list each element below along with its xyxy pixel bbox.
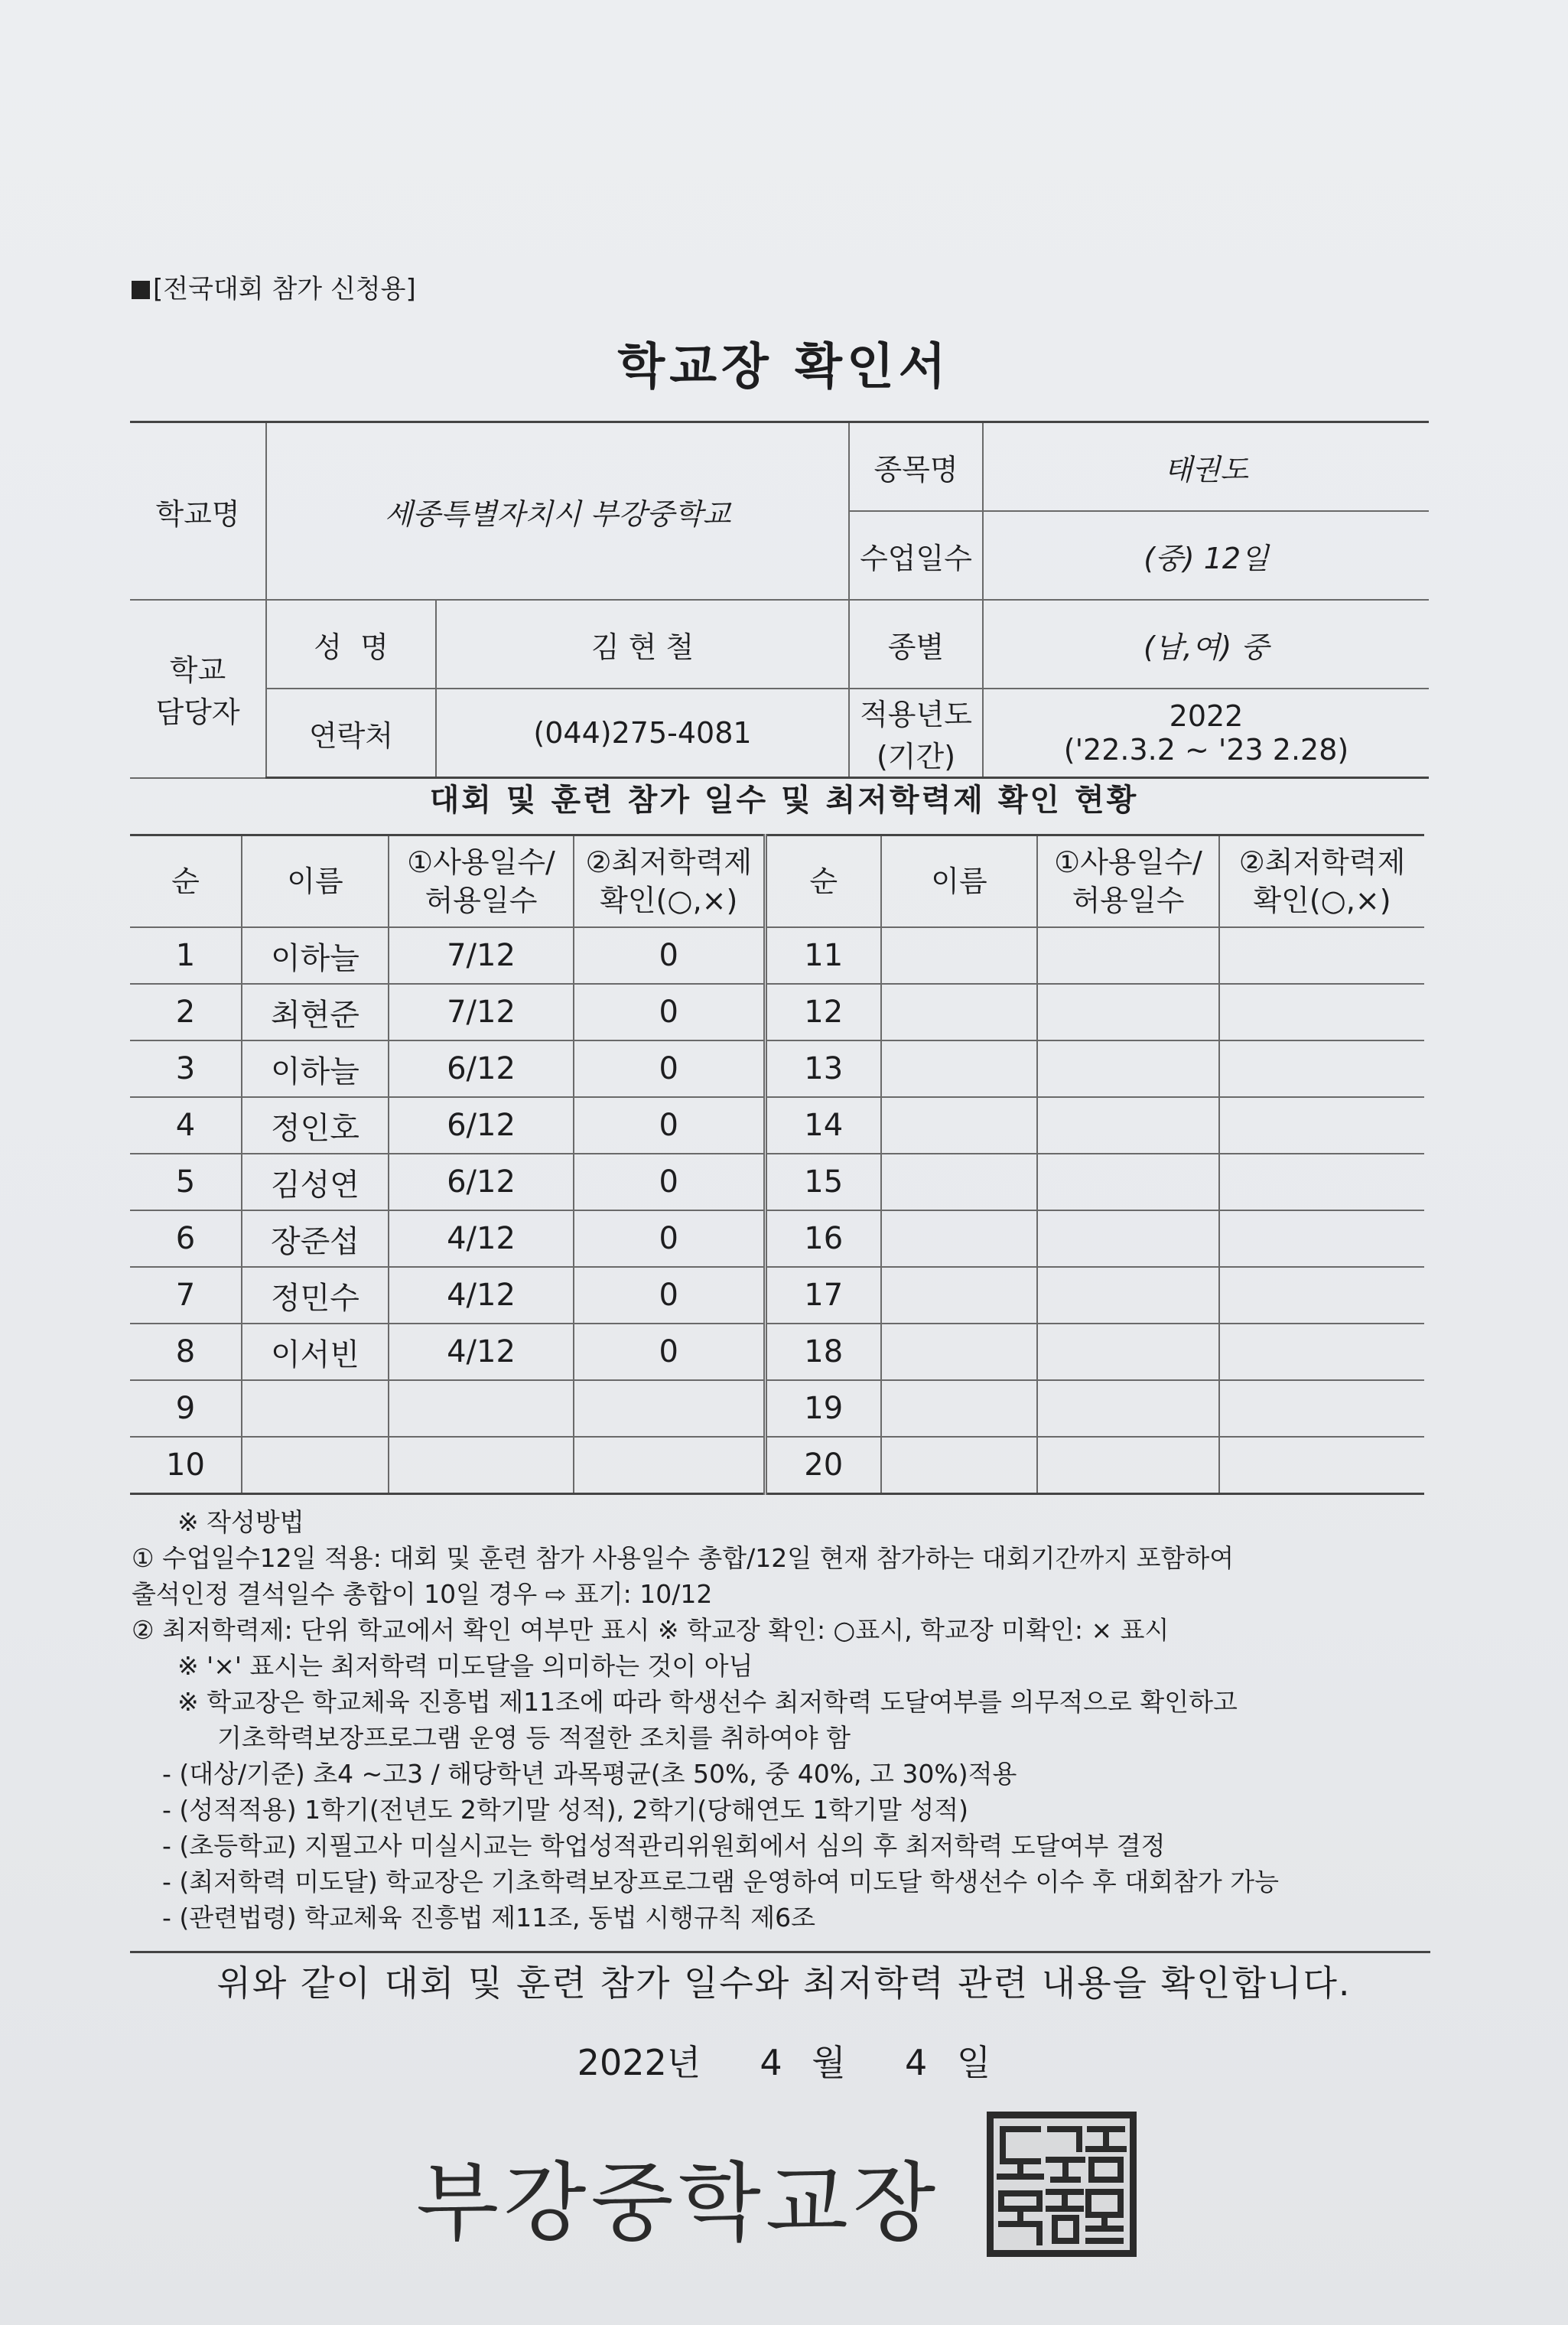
- row-no: 2: [130, 984, 242, 1040]
- row-name: 장준섭: [242, 1210, 389, 1267]
- header-name: 이름: [242, 835, 389, 928]
- row-check: 0: [574, 927, 765, 984]
- row-check: 0: [574, 1154, 765, 1210]
- table-row: [130, 984, 1424, 1040]
- sport-label: 종목명: [849, 422, 983, 512]
- row-name-right: [881, 1210, 1037, 1267]
- form-tag: [132, 268, 416, 305]
- row-check: 0: [574, 1097, 765, 1154]
- applicable-year-label: [849, 689, 983, 778]
- seal-glyphs-icon: [994, 2118, 1130, 2250]
- row-no: 4: [130, 1097, 242, 1154]
- row-days-right: [1037, 1097, 1219, 1154]
- table-row: [130, 1154, 1424, 1210]
- row-name-right: [881, 1097, 1037, 1154]
- header-name-right: 이름: [881, 835, 1037, 928]
- row-no: 7: [130, 1267, 242, 1324]
- divider: [130, 1951, 1430, 1953]
- table-row: [130, 1040, 1424, 1097]
- category-value: (남,여) 중: [983, 600, 1429, 689]
- row-days: 7/12: [389, 927, 574, 984]
- note-dash-3: - (초등학교) 지필고사 미실시교는 학업성적관리위원회에서 심의 후 최저학력 도달여부 결정: [162, 1831, 1166, 1861]
- row-name: [242, 1437, 389, 1494]
- row-name: 김성연: [242, 1154, 389, 1210]
- note-dash-1: - (대상/기준) 초4 ~고3 / 해당학년 과목평균(초 50%, 중 40%, 고 30%)적용: [162, 1759, 1017, 1789]
- row-check-right: [1219, 1040, 1424, 1097]
- header-check-line2: 확인(○,×): [600, 884, 738, 917]
- note-dash-2: - (성적적용) 1학기(전년도 2학기말 성적), 2학기(당해연도 1학기말 성적): [162, 1795, 969, 1825]
- row-no: 9: [130, 1380, 242, 1437]
- row-days-right: [1037, 1154, 1219, 1210]
- header-check-right-line1: ②최저학력제: [1238, 845, 1406, 879]
- attendance-header-row: [130, 835, 1424, 928]
- row-no: 10: [130, 1437, 242, 1494]
- principal-signature: 부강중학교장: [416, 2154, 941, 2253]
- applicable-year-value: [983, 689, 1429, 778]
- row-days-right: [1037, 1210, 1219, 1267]
- row-name-right: [881, 1324, 1037, 1380]
- note-1b: 출석인정 결석일수 총합이 10일 경우 ⇨ 표기: 10/12: [132, 1579, 713, 1609]
- form-tag-text: [전국대회 참가 신청용]: [153, 274, 416, 304]
- note-4: ※ 학교장은 학교체육 진흥법 제11조에 따라 학생선수 최저학력 도달여부를 의무적으로 확인하고: [177, 1687, 1238, 1717]
- note-1: ① 수업일수12일 적용: 대회 및 훈련 참가 사용일수 총합/12일 현재 참가하는 대회기간까지 포함하여: [132, 1543, 1235, 1573]
- row-no-right: 14: [765, 1097, 881, 1154]
- note-dash-4: - (최저학력 미도달) 학교장은 기초학력보장프로그램 운영하여 미도달 학생선수 이수 후 대회참가 가능: [162, 1867, 1280, 1897]
- row-days: 6/12: [389, 1154, 574, 1210]
- applicable-year-label-line1: 적용년도: [860, 698, 972, 731]
- row-name-right: [881, 1380, 1037, 1437]
- row-check-right: [1219, 1097, 1424, 1154]
- row-check-right: [1219, 927, 1424, 984]
- manager-label: [130, 600, 266, 778]
- document-title: 학교장 확인서: [617, 339, 951, 396]
- row-days-right: [1037, 1437, 1219, 1494]
- row-no: 1: [130, 927, 242, 984]
- attendance-subtitle: 대회 및 훈련 참가 일수 및 최저학력제 확인 현황: [429, 783, 1139, 818]
- row-check: 0: [574, 1324, 765, 1380]
- row-days-right: [1037, 1040, 1219, 1097]
- row-days-right: [1037, 1324, 1219, 1380]
- row-check: [574, 1437, 765, 1494]
- row-days: 4/12: [389, 1267, 574, 1324]
- row-days-right: [1037, 984, 1219, 1040]
- row-no-right: 12: [765, 984, 881, 1040]
- row-check-right: [1219, 1210, 1424, 1267]
- class-days-label: 수업일수: [849, 511, 983, 600]
- row-no-right: 19: [765, 1380, 881, 1437]
- row-check-right: [1219, 1154, 1424, 1210]
- row-days: 4/12: [389, 1324, 574, 1380]
- row-name: 이서빈: [242, 1324, 389, 1380]
- applicable-year-value-line2: ('22.3.2 ~ '23 2.28): [1063, 733, 1349, 767]
- header-check: [574, 835, 765, 928]
- row-name: 이하늘: [242, 1040, 389, 1097]
- row-name-right: [881, 1437, 1037, 1494]
- row-check-right: [1219, 1324, 1424, 1380]
- row-no: 3: [130, 1040, 242, 1097]
- row-name-right: [881, 1154, 1037, 1210]
- header-check-line1: ②최저학력제: [585, 845, 753, 879]
- contact-label: 연락처: [266, 689, 436, 778]
- manager-name-value: 김 현 철: [436, 600, 849, 689]
- header-no-right: 순: [765, 835, 881, 928]
- contact-value: (044)275-4081: [436, 689, 849, 778]
- row-no-right: 20: [765, 1437, 881, 1494]
- note-dash-5: - (관련법령) 학교체육 진흥법 제11조, 동법 시행규칙 제6조: [162, 1903, 815, 1933]
- row-no-right: 15: [765, 1154, 881, 1210]
- row-no-right: 17: [765, 1267, 881, 1324]
- square-bullet-icon: [132, 281, 150, 299]
- row-name: 정인호: [242, 1097, 389, 1154]
- row-days: [389, 1437, 574, 1494]
- notes-heading: ※ 작성방법: [177, 1507, 304, 1537]
- header-check-right: [1219, 835, 1424, 928]
- row-check-right: [1219, 1267, 1424, 1324]
- table-row: [130, 1437, 1424, 1494]
- header-check-right-line2: 확인(○,×): [1253, 884, 1391, 917]
- row-days-right: [1037, 927, 1219, 984]
- signing-date: 2022년 4 월 4 일: [577, 2042, 991, 2083]
- row-check-right: [1219, 984, 1424, 1040]
- row-check: 0: [574, 984, 765, 1040]
- applicable-year-label-line2: (기간): [876, 740, 956, 773]
- manager-label-line2: 담당자: [155, 695, 240, 730]
- row-no: 8: [130, 1324, 242, 1380]
- row-days-right: [1037, 1267, 1219, 1324]
- header-days: [389, 835, 574, 928]
- row-name: 정민수: [242, 1267, 389, 1324]
- header-days-line2: 허용일수: [425, 884, 538, 917]
- row-days: [389, 1380, 574, 1437]
- official-seal-stamp: [987, 2112, 1137, 2257]
- table-row: [130, 1097, 1424, 1154]
- row-check: [574, 1380, 765, 1437]
- table-row: [130, 1267, 1424, 1324]
- table-row: [130, 1380, 1424, 1437]
- row-days-right: [1037, 1380, 1219, 1437]
- school-info-table: [130, 421, 1429, 779]
- header-days-right: [1037, 835, 1219, 928]
- row-name: [242, 1380, 389, 1437]
- note-4b: 기초학력보장프로그램 운영 등 적절한 조치를 취하여야 함: [217, 1723, 851, 1753]
- row-no-right: 11: [765, 927, 881, 984]
- note-3: ※ '×' 표시는 최저학력 미도달을 의미하는 것이 아님: [177, 1651, 753, 1681]
- applicable-year-value-line1: 2022: [1169, 699, 1244, 733]
- row-name-right: [881, 984, 1037, 1040]
- row-check-right: [1219, 1380, 1424, 1437]
- table-row: [130, 927, 1424, 984]
- table-row: [130, 1324, 1424, 1380]
- row-days: 4/12: [389, 1210, 574, 1267]
- class-days-value: (중) 12일: [983, 511, 1429, 600]
- confirmation-statement: 위와 같이 대회 및 훈련 참가 일수와 최저학력 관련 내용을 확인합니다.: [216, 1962, 1352, 2004]
- row-no-right: 13: [765, 1040, 881, 1097]
- header-no: 순: [130, 835, 242, 928]
- note-2: ② 최저학력제: 단위 학교에서 확인 여부만 표시 ※ 학교장 확인: ○표시, 학교장 미확인: × 표시: [132, 1615, 1169, 1645]
- row-days: 7/12: [389, 984, 574, 1040]
- row-check: 0: [574, 1040, 765, 1097]
- row-name-right: [881, 1040, 1037, 1097]
- header-days-right-line2: 허용일수: [1072, 884, 1185, 917]
- category-label: 종별: [849, 600, 983, 689]
- row-name-right: [881, 1267, 1037, 1324]
- row-no: 5: [130, 1154, 242, 1210]
- school-name-value: 세종특별자치시 부강중학교: [266, 422, 849, 601]
- school-name-label: 학교명: [130, 422, 266, 601]
- row-check-right: [1219, 1437, 1424, 1494]
- row-check: 0: [574, 1210, 765, 1267]
- attendance-table: [130, 834, 1424, 1495]
- header-days-line1: ①사용일수/: [407, 845, 555, 879]
- sport-value: 태권도: [983, 422, 1429, 512]
- header-days-right-line1: ①사용일수/: [1054, 845, 1202, 879]
- table-row: [130, 1210, 1424, 1267]
- row-no: 6: [130, 1210, 242, 1267]
- row-days: 6/12: [389, 1040, 574, 1097]
- manager-name-label: 성 명: [266, 600, 436, 689]
- manager-label-line1: 학교: [169, 653, 226, 688]
- row-no-right: 16: [765, 1210, 881, 1267]
- row-name: 최현준: [242, 984, 389, 1040]
- row-check: 0: [574, 1267, 765, 1324]
- writing-instructions: [132, 1504, 1432, 1936]
- row-no-right: 18: [765, 1324, 881, 1380]
- row-name: 이하늘: [242, 927, 389, 984]
- row-name-right: [881, 927, 1037, 984]
- row-days: 6/12: [389, 1097, 574, 1154]
